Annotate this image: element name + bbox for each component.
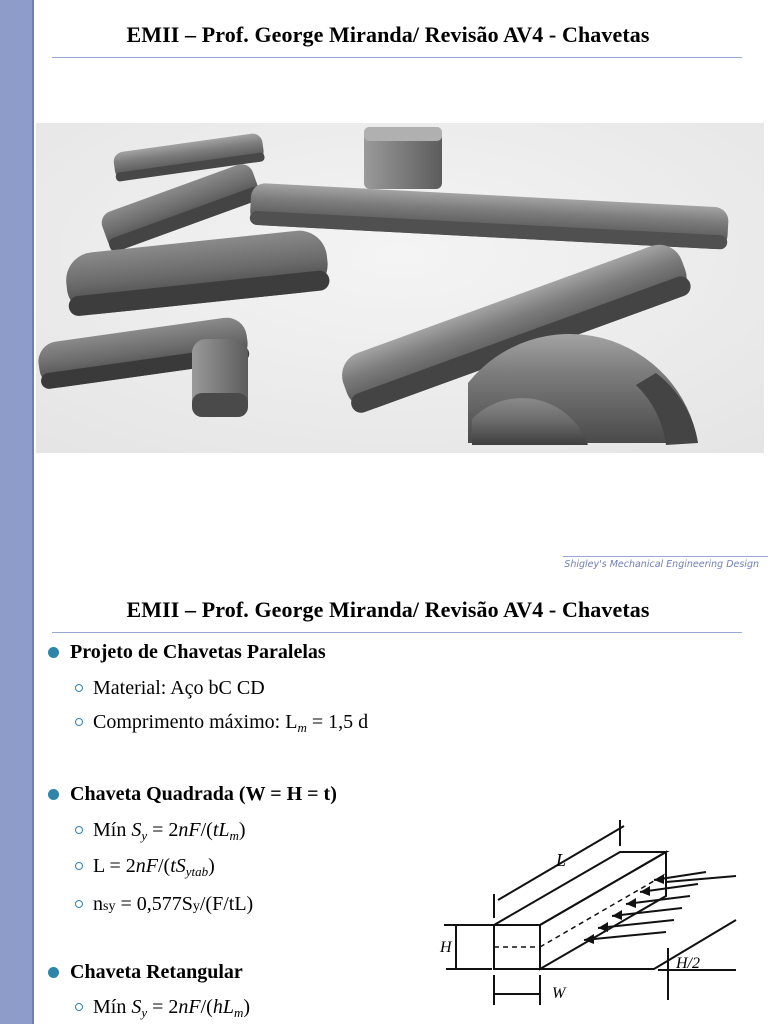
- keys-photo: [36, 123, 764, 453]
- diagram-label-height: H: [440, 939, 452, 956]
- slide2-title: EMII – Prof. George Miranda/ Revisão AV4 - Chavetas: [126, 597, 650, 622]
- diagram-label-length: L: [556, 850, 567, 870]
- sub-item-text: Material: Aço bC CD: [93, 677, 265, 699]
- formula: Mín $S_y = 2nF/(tL_m)$: [93, 819, 246, 843]
- diagram-label-half-height: H/2: [676, 955, 700, 972]
- image-credit: Shigley's Mechanical Engineering Design: [564, 559, 759, 570]
- sub-bullet-icon: [75, 718, 83, 726]
- sub-item-text: Comprimento máximo: $L_m = 1,5$ d: [93, 711, 369, 735]
- sub-bullet-icon: [75, 684, 83, 692]
- left-sidebar-band: [0, 0, 32, 1024]
- diagram-label-width: W: [552, 985, 566, 1002]
- slide2-title-rule: [52, 632, 742, 633]
- bullet-dot-icon: [48, 967, 59, 978]
- slide1-title-rule: [52, 57, 742, 58]
- left-sidebar-edge: [32, 0, 34, 1024]
- formula: nsy = 0,577Sy/(F/tL): [93, 893, 254, 915]
- sub-bullet-icon: [75, 862, 83, 870]
- section-heading: Projeto de Chavetas Paralelas: [70, 641, 326, 663]
- section-heading: Chaveta Retangular: [70, 961, 243, 983]
- key-force-diagram: [436, 800, 746, 1024]
- section-heading: Chaveta Quadrada (W = H = t): [70, 783, 337, 805]
- sub-bullet-icon: [75, 1003, 83, 1011]
- sub-bullet-icon: [75, 826, 83, 834]
- bullet-dot-icon: [48, 789, 59, 800]
- bullet-dot-icon: [48, 647, 59, 658]
- sub-bullet-icon: [75, 900, 83, 908]
- slide1-title: EMII – Prof. George Miranda/ Revisão AV4 - Chavetas: [126, 22, 650, 47]
- formula: Mín $S_y = 2nF/(hL_m)$: [93, 996, 251, 1020]
- formula: $L = 2nF/(tS_{ytab})$: [93, 855, 215, 879]
- credit-rule: [563, 556, 768, 557]
